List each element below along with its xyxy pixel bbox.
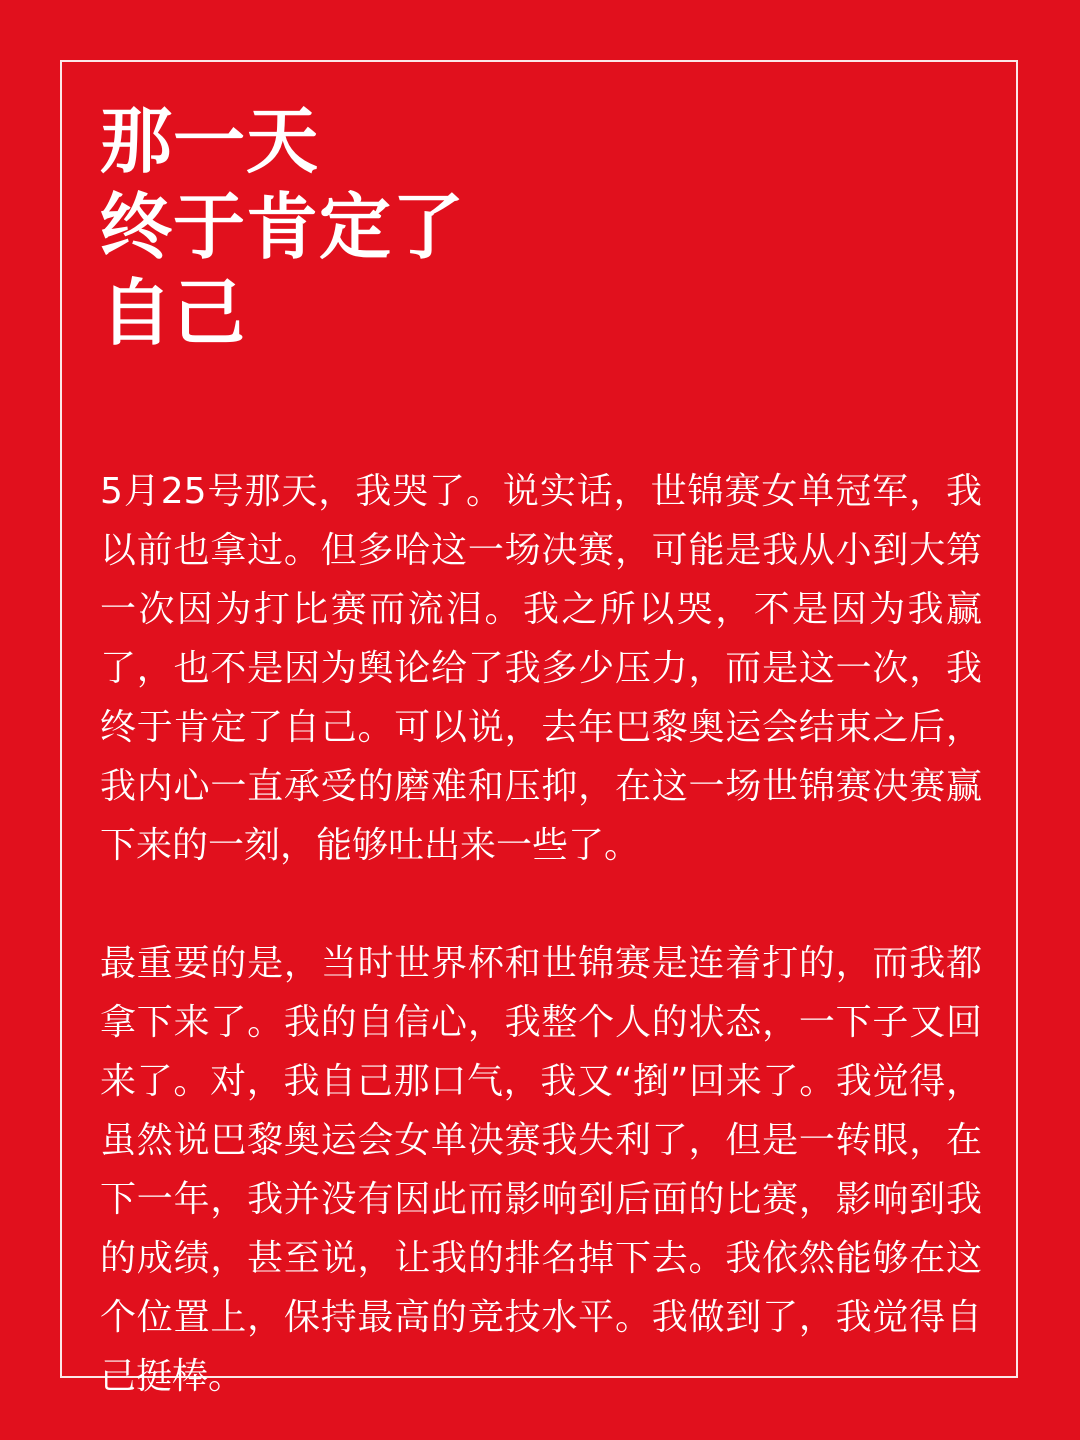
page-title bbox=[100, 98, 465, 356]
paragraph-2: 最重要的是，当时世界杯和世锦赛是连着打的，而我都拿下来了。我的自信心，我整个人的状态，一下子又回来了。对，我自己那口气，我又“捯”回来了。我觉得，虽然说巴黎奥运会女单决赛我失利了，但是一转眼，在下一年，我并没有因此而影响到后面的比赛，影响到我的成绩，甚至说，让我的排名掉下去。我依然能够在这个位置上，保持最高的竞技水平。我做到了，我觉得自己挺棒。 bbox=[100, 943, 982, 1397]
article-body bbox=[100, 462, 982, 1406]
title-line-3: 自己 bbox=[100, 271, 247, 355]
paragraph-1: 5月25号那天，我哭了。说实话，世锦赛女单冠军，我以前也拿过。但多哈这一场决赛，可能是我从小到大第一次因为打比赛而流泪。我之所以哭，不是因为我赢了，也不是因为舆论给了我多少压力，而是这一次，我终于肯定了自己。可以说，去年巴黎奥运会结束之后，我内心一直承受的磨难和压抑，在这一场世锦赛决赛赢下来的一刻，能够吐出来一些了。 bbox=[100, 471, 982, 866]
title-line-1: 那一天 bbox=[100, 99, 320, 183]
title-line-2: 终于肯定了 bbox=[100, 185, 466, 269]
